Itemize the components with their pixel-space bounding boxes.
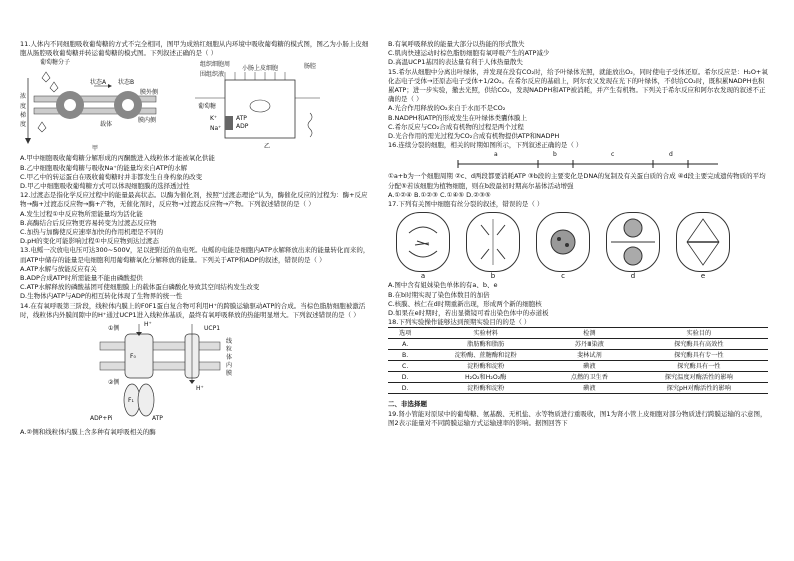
table-cell: H₂O₂和H₂O₂酶 (422, 372, 549, 383)
q16-timeline (388, 150, 768, 172)
cell-c-figure (536, 212, 590, 272)
table-cell: C. (388, 361, 422, 372)
right-column (388, 40, 770, 428)
q16-figure (388, 150, 768, 172)
table-cell: 探究pH对酶活性的影响 (630, 383, 768, 394)
label-conc-gradient: 浓度梯度 (20, 93, 27, 129)
cell-b (466, 212, 520, 281)
table-cell: A. (388, 339, 422, 350)
label-h-bottom: H⁺ (196, 385, 204, 393)
q15-option-d: D.光合作用的需光过程为CO₂合成有机物提供ATP和NADPH (388, 132, 560, 141)
label-ucp1: UCP1 (204, 325, 221, 333)
q13-option-a: A.ATP水解与放能反应有关 (20, 264, 97, 273)
q17-option-d: D.如果在e时期时，若出显微镜可看出染色体中的赤道板 (388, 309, 549, 318)
q14-option-a: A.②侧和线粒体内膜上含多种有氧呼吸相关的酶 (20, 428, 156, 437)
label-inner-membrane: 膜内侧 (138, 117, 157, 125)
q17-option-c: C.核膜、核仁在d时期重新出现，形成两个新的细胞核 (388, 299, 542, 308)
cell-d (606, 212, 660, 281)
seg-b: b (553, 151, 557, 159)
cell-b-label: b (490, 272, 496, 281)
cell-d-label: d (630, 272, 636, 281)
table-cell: 探究酶具有高效性 (630, 339, 768, 350)
seg-a: a (494, 151, 498, 159)
cell-e-figure (676, 212, 730, 272)
q14-option-d: D.高温UCP1基因的表达量有利于人体热量散失 (388, 58, 523, 67)
label-side-1: ①侧 (108, 325, 120, 333)
q11-diagram (20, 58, 370, 154)
label-glucose-a: 葡萄糖分子 (40, 59, 71, 67)
q14-figure (20, 320, 370, 428)
q15-option-b: B.NADPH和ATP的形成发生在叶绿体类囊体膜上 (388, 113, 527, 122)
label-h-top: H⁺ (144, 321, 152, 329)
q17-option-b: B.在b时期实现了染色体数目的加倍 (388, 290, 490, 299)
q16-stem: 16.连续分裂的细胞，相关的时期如图所示，下列叙述正确的是（ ） (388, 141, 583, 150)
q11-stem: 11.人体内不同细胞吸收葡萄糖的方式不完全相同，图甲为成熟红细胞从内环境中吸收葡萄糖的模式图，图乙为小肠上皮细胞从肠腔吸收葡萄糖并转运葡萄糖的模式图。下列叙述正确的是（ ） (20, 40, 369, 58)
label-state-b: 状态B (118, 79, 135, 87)
q12-option-c: C.加热与加酶使反应速率加快的作用机理是不同的 (20, 228, 164, 237)
table-cell: D. (388, 383, 422, 394)
q13-option-b: B.ADP合成ATP时所需能量不能由磷酸提供 (20, 274, 143, 283)
label-atp-b: ATP (236, 115, 247, 123)
table-cell: B. (388, 350, 422, 361)
seg-d: d (669, 151, 673, 159)
label-adp-b: ADP (236, 123, 249, 131)
cell-c (536, 212, 590, 281)
header-purpose: 实验目的 (630, 328, 768, 339)
q15-option-a: A.光合作用释放的O₂来自于水而不是CO₂ (388, 104, 506, 113)
label-f0: F₀ (130, 353, 136, 361)
table-cell: 碘液 (549, 361, 630, 372)
q13-option-c: C.ATP水解释放的磷酸基团可使细胞膜上的载体蛋白磷酸化导致其空间结构发生改变 (20, 283, 260, 292)
q15-option-c: C.希尔反应与CO₂合成有机物的过程是两个过程 (388, 122, 524, 131)
q11-figure (20, 58, 370, 154)
q17-option-a: A.图中含有姐妹染色单体的有a、b、e (388, 281, 498, 290)
table-row (388, 361, 768, 372)
label-glucose-b: 葡萄糖 (198, 103, 217, 111)
q11-option-b: B.乙中细胞吸收葡萄糖与吸收Na⁺的能量均来自ATP的水解 (20, 163, 188, 172)
caption-yi: 乙 (264, 143, 271, 151)
table-cell: 探究温度对酶活性的影响 (630, 372, 768, 383)
q13-option-d: D.生物体内ATP与ADP的相互转化体现了生物界的统一性 (20, 292, 183, 301)
table-header (388, 328, 768, 339)
cell-a-figure (396, 212, 450, 272)
table-cell: 淀粉酶和淀粉 (422, 383, 549, 394)
cell-b-figure (466, 212, 520, 272)
q12-stem: 12.过渡态是指化学反应过程中的能量最高状态。以酶为催化剂，按照“过渡态理论”认为，酶催化反应的过程为：酶+反应物→酶+过渡态反应物→酶+产物，无催化剂时，反应物→过渡态反应物→产物。下列叙述错误的是（ ） (20, 191, 368, 209)
table-cell: 斐林试剂 (549, 350, 630, 361)
table-cell: 探究酶具有一性 (630, 361, 768, 372)
q12-option-a: A.发生过程①中反应物所需能量均为活化能 (20, 209, 143, 218)
section-heading: 二、非选择题 (388, 400, 427, 409)
q12-option-d: D.pH的变化可能影响过程①中反应物到达过渡态 (20, 237, 159, 246)
q17-stem: 17.下列有关图中细胞有丝分裂的叙述，错误的是（ ） (388, 200, 544, 209)
q11-option-c: C.甲乙中的转运蛋白在吸收葡萄糖时并非都发生自身构象的改变 (20, 172, 203, 181)
label-k: K⁺ (210, 115, 218, 123)
table-cell: 淀粉酶和淀粉 (422, 361, 549, 372)
q19-stem: 19.肾小管能对原尿中的葡萄糖、氨基酸、无机盐、水等物质进行重吸收，图1为肾小管上皮细胞对部分物质进行跨膜运输的示意图，图2表示能量对不同跨膜运输方式运输速率的影响。据图回答下 (388, 409, 767, 427)
table-cell: 脂肪酶和脂肪 (422, 339, 549, 350)
table-row (388, 350, 768, 361)
q15-stem: 15.希尔从细胞中分离出叶绿体，并发现在没有CO₂时，给予叶绿体光照，就能放出O₂，同时使电子受体还原。希尔反应是：H₂O+氧化态电子受体→还原态电子受体+1/2O₂。在希尔反应的基础上，阿尔农又发现在光下的叶绿体，不供给CO₂时，既积累NADPH也积累ATP；进一步实验，撤去光照，供给CO₂，发现NADPH和ATP被消耗，并产生有机物。下列关于希尔反应和阿尔农发现的叙述不正确的是（ ） (388, 67, 768, 104)
header-detect: 检测 (549, 328, 630, 339)
left-column (20, 40, 370, 437)
q16-statements: ①a+b为一个细胞周期 ②c、d两段都要消耗ATP ③b段的主要变化是DNA的复制及有关蛋白质的合成 ④d段主要完成遗传物质的平均分配⑤若该细胞为植物细胞，则在b段最初时期高尔基体活动增强 (388, 172, 766, 190)
label-na: Na⁺ (210, 125, 222, 133)
cell-a-label: a (420, 272, 426, 281)
q18-table (388, 327, 768, 394)
label-carrier: 载体 (100, 121, 113, 129)
cell-e (676, 212, 730, 281)
cell-d-figure (606, 212, 660, 272)
caption-jia: 甲 (92, 145, 99, 153)
label-tissue: 组织细胞周围组织液 (200, 61, 231, 78)
label-side-2: ②侧 (108, 379, 120, 387)
table-cell: 苏丹Ⅲ染液 (549, 339, 630, 350)
cell-c-label: c (561, 272, 565, 281)
q14-diagram (20, 320, 370, 428)
label-outer-membrane: 膜外侧 (140, 89, 159, 97)
label-epithelium: 小肠上皮细胞 (242, 65, 279, 73)
cell-a (396, 212, 450, 281)
table-cell: 探究酶具有专一性 (630, 350, 768, 361)
seg-c: c (611, 151, 615, 159)
table-row (388, 372, 768, 383)
table-cell: 碘液 (549, 383, 630, 394)
cell-e-label: e (700, 272, 706, 281)
table-row (388, 339, 768, 350)
label-lumen: 肠腔 (304, 63, 317, 71)
table-row (388, 383, 768, 394)
q11-option-d: D.甲乙中细胞吸收葡萄糖方式可以体现细胞膜的选择透过性 (20, 182, 190, 191)
label-atp-out: ATP (152, 415, 163, 423)
label-f1: F₁ (128, 397, 134, 405)
q13-stem: 13.电鳐一次放电电压可达300~500V，足以把附近的鱼电死。电鳐的电能是细胞内ATP水解释放出来的能量转化而来的，而ATP中储存的能量是电细胞利用葡萄糖氧化分解释放的能量。下列关于ATP和ADP的叙述，错误的是（ ） (20, 246, 370, 264)
q14-stem: 14.在有氧呼吸第三阶段，线粒体内膜上的F0F1蛋白复合物可利用H⁺的跨膜运输驱动ATP的合成。当棕色脂肪细胞被激活时，线粒体内外膜间隙中的H⁺通过UCP1进入线粒体基质，最终有氧呼吸释放的热能明显增大。下列叙述错误的是（ ） (20, 301, 366, 319)
q14-option-c: C.肌肉快速运动时棕色脂肪细胞有氧呼吸产生的ATP减少 (388, 49, 550, 58)
header-material: 实验材料 (422, 328, 549, 339)
table-cell: 点燃的卫生香 (549, 372, 630, 383)
q18-stem: 18.下列实验操作能够达到预期实验目的的是（ ） (388, 318, 531, 327)
label-state-a: 状态A (90, 79, 107, 87)
q11-option-a: A.甲中细胞吸收葡萄糖分解形成的丙酮酸进入线粒体才能被氧化供能 (20, 154, 215, 163)
header-option: 选项 (388, 328, 422, 339)
q16-options: A.①②④ B.①②③ C.①④⑤ D.②③⑤ (388, 190, 491, 199)
label-inner-membrane-mito: 线粒体内膜 (226, 338, 233, 378)
q17-cells (388, 212, 738, 281)
table-cell: 淀粉酶、蔗糖酶和淀粉 (422, 350, 549, 361)
label-adp-pi: ADP+Pi (90, 415, 113, 423)
q12-option-b: B.高酶结合后反应物更容易转变为过渡态反应物 (20, 218, 157, 227)
table-cell: D. (388, 372, 422, 383)
q14-option-b: B.有氧呼吸释放的能量大部分以热能的形式散失 (388, 40, 525, 48)
